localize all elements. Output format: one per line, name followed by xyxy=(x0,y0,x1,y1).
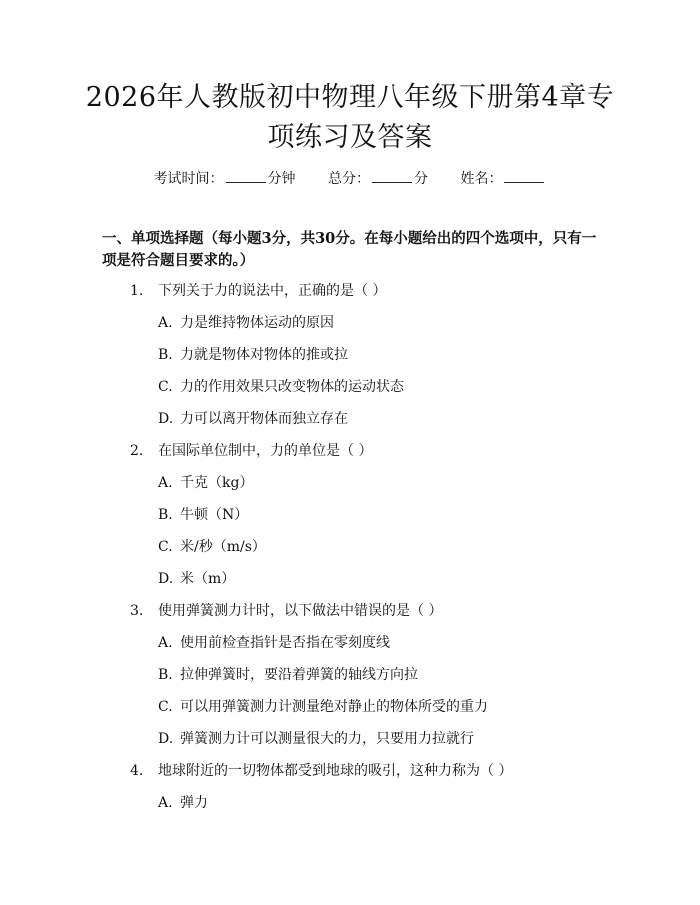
question-3 xyxy=(130,601,442,621)
question-text: 在国际单位制中，力的单位是（ ） xyxy=(158,443,373,459)
option-2c: C. 米/秒（m/s） xyxy=(158,539,266,555)
question-number: 3. xyxy=(130,603,144,619)
option-3c: C. 可以用弹簧测力计测量绝对静止的物体所受的重力 xyxy=(158,699,488,715)
title-line-2: 项练习及答案 xyxy=(267,122,433,153)
option-3d: D. 弹簧测力计可以测量很大的力，只要用力拉就行 xyxy=(158,731,474,747)
section-heading: 一、单项选择题（每小题3分，共30分。在每小题给出的四个选项中，只有一项是符合题目要求的。） xyxy=(102,230,597,269)
question-number: 4. xyxy=(130,763,144,779)
exam-meta xyxy=(0,168,700,189)
option-2d: D. 米（m） xyxy=(158,571,236,587)
option-4a: A. 弹力 xyxy=(158,795,208,811)
exam-time-blank xyxy=(226,168,266,183)
option-1a: A. 力是维持物体运动的原因 xyxy=(158,315,334,331)
option-1c: C. 力的作用效果只改变物体的运动状态 xyxy=(158,379,404,395)
option-1d: D. 力可以离开物体而独立存在 xyxy=(158,411,348,427)
question-text: 使用弹簧测力计时，以下做法中错误的是（ ） xyxy=(158,603,443,619)
question-2 xyxy=(130,441,372,461)
option-3a: A. 使用前检查指针是否指在零刻度线 xyxy=(158,635,390,651)
question-text: 下列关于力的说法中，正确的是（ ） xyxy=(158,283,387,299)
option-1b: B. 力就是物体对物体的推或拉 xyxy=(158,347,348,363)
document-title xyxy=(70,78,630,158)
option-3b: B. 拉伸弹簧时，要沿着弹簧的轴线方向拉 xyxy=(158,667,418,683)
question-number: 1. xyxy=(130,283,144,299)
title-line-1: 2026年人教版初中物理八年级下册第4章专 xyxy=(85,82,615,113)
student-name-blank xyxy=(504,168,544,183)
question-4 xyxy=(130,761,512,781)
total-score-blank xyxy=(372,168,412,183)
student-name: 姓名： xyxy=(460,171,546,187)
question-text: 地球附近的一切物体都受到地球的吸引，这种力称为（ ） xyxy=(158,763,513,779)
option-2a: A. 千克（kg） xyxy=(158,475,254,491)
exam-time: 考试时间： 分钟 xyxy=(154,171,296,187)
total-score: 总分： 分 xyxy=(328,171,428,187)
question-1 xyxy=(130,281,386,301)
option-2b: B. 牛顿（N） xyxy=(158,507,249,523)
question-number: 2. xyxy=(130,443,144,459)
